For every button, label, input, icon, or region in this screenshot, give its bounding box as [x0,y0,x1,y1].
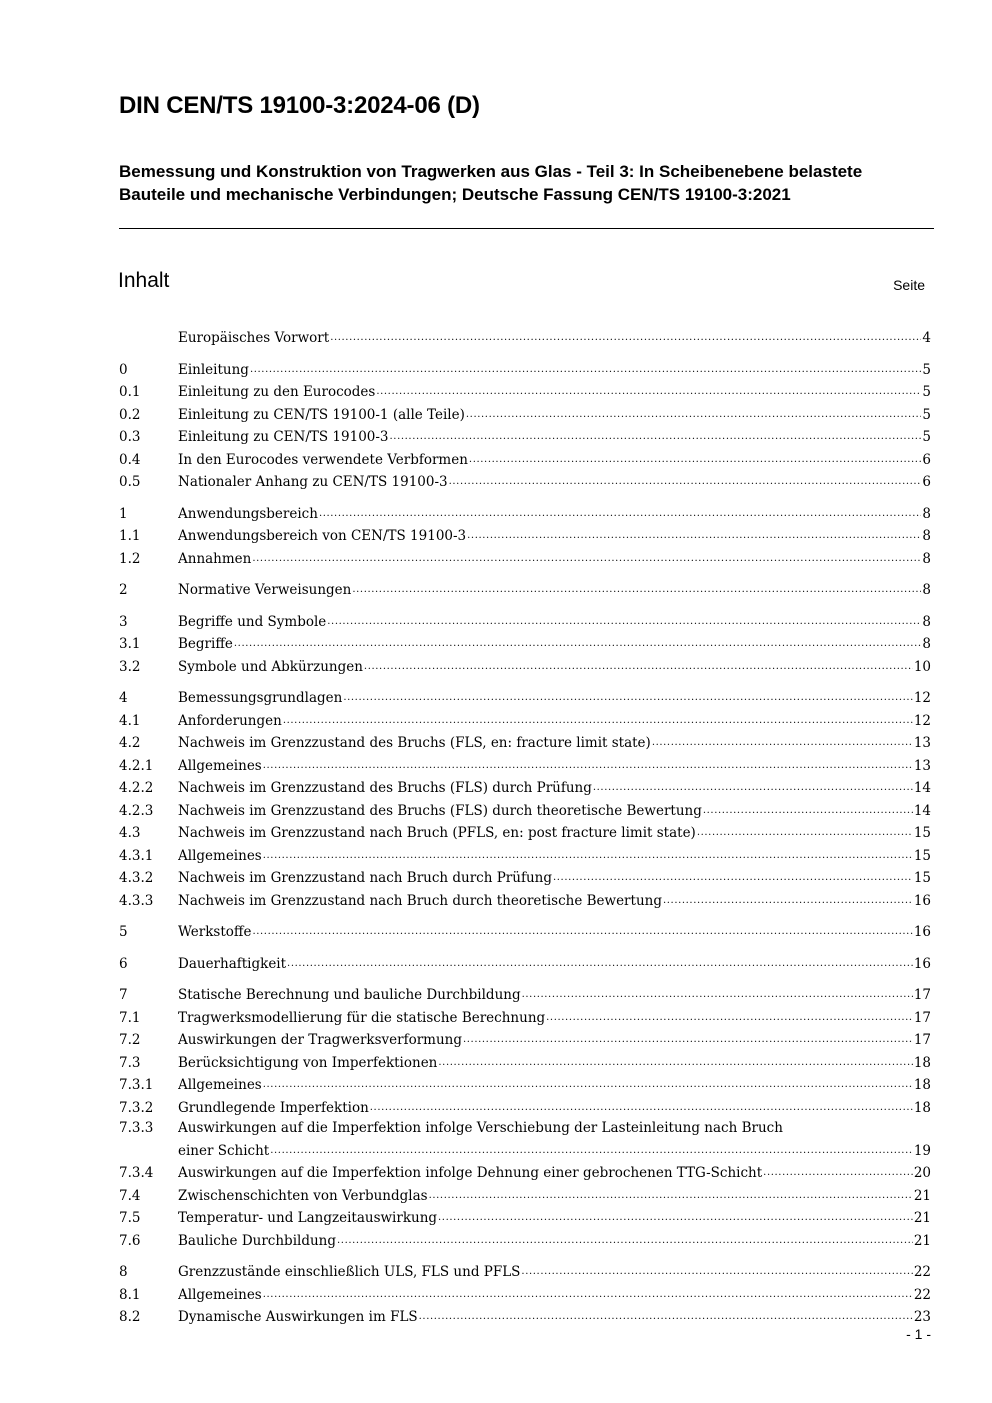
toc-entry-page: 15 [913,870,931,886]
toc-entry-title: Werkstoffe [178,924,252,940]
toc-entry[interactable] [119,632,931,655]
toc-entry[interactable] [119,1161,931,1184]
toc-leader-dots [593,776,913,799]
toc-entry[interactable] [119,502,931,525]
toc-leader-dots [697,821,913,844]
toc-leader-dots [343,686,912,709]
toc-entry-number: 7 [119,987,128,1003]
toc-entry-page: 13 [913,735,931,751]
toc-entry[interactable] [119,754,931,777]
toc-entry-page: 8 [922,582,931,598]
toc-entry-page: 14 [913,802,931,819]
toc-entry-page: 18 [913,1077,931,1093]
toc-leader-dots [438,1051,912,1074]
toc-group [119,358,931,493]
toc-entry[interactable] [119,920,931,943]
toc-entry-number: 3.2 [119,658,141,675]
toc-entry-number: 2 [119,582,128,598]
toc-leader-dots [250,358,921,381]
toc-entry-number: 4.3 [119,825,141,841]
toc-entry-number: 7.6 [119,1232,141,1249]
toc-entry-number: 3 [119,613,128,630]
toc-leader-dots [327,610,921,633]
toc-entry-title: Bemessungsgrundlagen [178,690,343,706]
toc-entry-title: einer Schicht [178,1142,270,1159]
toc-entry-page: 17 [913,987,931,1003]
toc-entry-page: 12 [913,712,931,729]
toc-entry-title: Grenzzustände einschließlich ULS, FLS und PFLS [178,1264,521,1280]
toc-entry-number: 4.2.3 [119,802,154,819]
toc-entry[interactable] [119,1096,931,1119]
toc-entry-number: 6 [119,955,128,972]
toc-entry-number: 7.3.1 [119,1077,154,1093]
toc-entry-title: Begriffe und Symbole [178,613,327,630]
toc-entry-page: 5 [922,406,931,423]
toc-entry-page: 17 [913,1032,931,1048]
toc-entry[interactable] [119,524,931,547]
toc-entry-page: 4 [922,330,931,346]
toc-entry-number: 1.1 [119,528,141,544]
toc-entry[interactable] [119,731,931,754]
toc-entry-number: 5 [119,924,128,940]
toc-entry[interactable] [119,1006,931,1029]
toc-entry-page: 8 [922,528,931,544]
toc-entry-page: 20 [913,1165,931,1181]
toc-entry-title: In den Eurocodes verwendete Verbformen [178,451,468,468]
toc-entry-number: 7.3.2 [119,1099,154,1116]
toc-entry[interactable] [119,709,931,732]
toc-entry-page: 15 [913,847,931,864]
toc-leader-dots [429,1184,913,1207]
page-number: - 1 - [906,1326,931,1342]
toc-leader-dots [763,1161,913,1184]
toc-entry[interactable] [119,889,931,912]
toc-leader-dots [263,1283,913,1306]
toc-entry-number: 4.3.2 [119,870,154,886]
toc-entry-number: 0.2 [119,406,141,423]
toc-entry-title: Nationaler Anhang zu CEN/TS 19100-3 [178,474,448,490]
toc-entry[interactable] [119,448,931,471]
toc-entry[interactable] [119,1073,931,1096]
toc-group [119,578,931,601]
toc-entry-number: 0.1 [119,384,141,400]
toc-entry-title: Nachweis im Grenzzustand des Bruchs (FLS) durch theoretische Bewertung [178,802,702,819]
toc-entry-number: 1.2 [119,550,141,567]
toc-entry[interactable] [119,1118,931,1161]
toc-entry-title: Auswirkungen der Tragwerksverformung [178,1032,462,1048]
toc-entry-title: Statische Berechnung und bauliche Durchbildung [178,987,521,1003]
toc-entry-number: 8.1 [119,1286,141,1303]
toc-entry-number: 3.1 [119,636,141,652]
toc-leader-dots [466,403,922,426]
toc-entry-page: 21 [913,1187,931,1204]
toc-heading: Inhalt [118,269,170,292]
toc-entry-number: 0.5 [119,474,141,490]
toc-leader-dots [522,983,913,1006]
toc-entry-number: 4.2.2 [119,780,154,796]
toc-entry[interactable] [119,1229,931,1252]
toc-leader-dots [449,470,922,493]
document-title: Bemessung und Konstruktion von Tragwerken aus Glas - Teil 3: In Scheibenebene belastete Bauteile und mechanische Verbindungen; Deutsche Fassung CEN/TS 19100-3:2021 [119,162,863,204]
toc-entry-number: 4.1 [119,712,141,729]
toc-entry-title: Einleitung zu CEN/TS 19100-3 [178,429,389,445]
toc-group [119,610,931,678]
toc-entry-page: 21 [913,1232,931,1249]
toc-entry-title: Dauerhaftigkeit [178,955,287,972]
toc-entry-title: Einleitung [178,361,249,378]
toc-entry-number: 7.5 [119,1210,141,1226]
toc-leader-dots [252,547,921,570]
toc-leader-dots [521,1260,912,1283]
toc-group [119,920,931,943]
toc-entry[interactable] [119,578,931,601]
toc-entry-title: Zwischenschichten von Verbundglas [178,1187,428,1204]
toc-entry[interactable] [119,1206,931,1229]
toc-entry[interactable] [119,610,931,633]
toc-group [119,686,931,911]
toc-entry-page: 15 [913,825,931,841]
toc-leader-dots [390,425,922,448]
toc-entry-number: 0.3 [119,429,141,445]
toc-entry-number: 8 [119,1264,128,1280]
toc-entry-title: Auswirkungen auf die Imperfektion infolge Dehnung einer gebrochenen TTG-Schicht [178,1165,763,1181]
toc-entry-title: Einleitung zu den Eurocodes [178,384,376,400]
toc-leader-dots [370,1096,913,1119]
toc-entry-number: 0 [119,361,128,378]
toc-entry-page: 10 [913,658,931,675]
toc-leader-dots [263,1073,913,1096]
toc-entry[interactable] [119,844,931,867]
toc-entry-title: Dynamische Auswirkungen im FLS [178,1309,418,1325]
toc-entry-title: Bauliche Durchbildung [178,1232,337,1249]
toc-entry-title: Grundlegende Imperfektion [178,1099,369,1116]
toc-entry-number: 7.4 [119,1187,141,1204]
toc-leader-dots [467,524,921,547]
toc-leader-dots [287,952,913,975]
toc-entry[interactable] [119,1283,931,1306]
toc-entry[interactable] [119,1260,931,1283]
toc-entry-title: Nachweis im Grenzzustand des Bruchs (FLS, en: fracture limit state) [178,735,651,751]
toc-entry[interactable] [119,686,931,709]
toc-entry-page: 17 [913,1009,931,1026]
toc-leader-dots [283,709,913,732]
toc-group [119,952,931,975]
toc-entry-page: 12 [913,690,931,706]
toc-entry-page: 6 [922,451,931,468]
toc-leader-dots [270,1139,913,1162]
toc-entry[interactable] [119,866,931,889]
toc-entry-number: 4.2.1 [119,757,154,774]
toc-leader-dots [263,754,913,777]
toc-entry-page: 18 [913,1054,931,1071]
toc-leader-dots [419,1305,913,1328]
toc-group [119,1260,931,1328]
toc-entry-title: Nachweis im Grenzzustand nach Bruch durch theoretische Bewertung [178,892,662,909]
toc-entry-page: 5 [922,429,931,445]
toc-entry[interactable] [119,425,931,448]
toc-page-label: Seite [893,277,925,293]
toc-entry-title: Berücksichtigung von Imperfektionen [178,1054,438,1071]
toc-group [119,502,931,570]
toc-entry-page: 6 [922,474,931,490]
toc-entry-title: Europäisches Vorwort [178,330,330,346]
toc-entry-page: 13 [913,757,931,774]
toc-entry-number: 7.3 [119,1054,141,1071]
toc-entry-number: 7.1 [119,1009,141,1026]
toc-entry[interactable] [119,952,931,975]
toc-leader-dots [364,655,913,678]
table-of-contents [119,326,931,1337]
toc-entry-page: 8 [922,613,931,630]
toc-entry[interactable] [119,403,931,426]
toc-entry-title: Allgemeines [178,1077,262,1093]
toc-leader-dots [438,1206,913,1229]
toc-entry-number: 8.2 [119,1309,141,1325]
toc-entry[interactable] [119,799,931,822]
toc-leader-dots [252,920,912,943]
toc-entry-page: 19 [913,1142,931,1159]
toc-leader-dots [376,380,921,403]
toc-group [119,326,931,349]
toc-entry-number: 4 [119,690,128,706]
toc-entry-title: Nachweis im Grenzzustand nach Bruch (PFLS, en: post fracture limit state) [178,825,696,841]
toc-leader-dots [546,1006,913,1029]
toc-entry[interactable] [119,380,931,403]
toc-entry-number: 4.2 [119,735,141,751]
toc-entry-number: 7.2 [119,1032,141,1048]
toc-entry-page: 23 [913,1309,931,1325]
toc-entry-page: 8 [922,505,931,522]
toc-entry-page: 5 [922,384,931,400]
toc-entry-page: 8 [922,636,931,652]
toc-entry[interactable] [119,1305,931,1328]
toc-entry-number: 0.4 [119,451,141,468]
toc-entry-page: 16 [913,924,931,940]
toc-entry-title: Einleitung zu CEN/TS 19100-1 (alle Teile) [178,406,465,423]
toc-entry-page: 21 [913,1210,931,1226]
toc-entry-page: 22 [913,1286,931,1303]
toc-leader-dots [352,578,921,601]
toc-entry-page: 18 [913,1099,931,1116]
toc-entry[interactable] [119,776,931,799]
toc-entry-page: 14 [913,780,931,796]
toc-entry[interactable] [119,655,931,678]
toc-entry-title: Symbole und Abkürzungen [178,658,363,675]
toc-leader-dots [463,1028,913,1051]
toc-entry[interactable] [119,1184,931,1207]
toc-leader-dots [263,844,913,867]
toc-leader-dots [703,799,913,822]
toc-entry-title: Anforderungen [178,712,282,729]
toc-entry-title: Allgemeines [178,847,262,864]
toc-entry[interactable] [119,1051,931,1074]
toc-entry-title: Auswirkungen auf die Imperfektion infolge Verschiebung der Lasteinleitung nach Bruch [178,1120,783,1136]
toc-entry-page: 22 [913,1264,931,1280]
toc-leader-dots [652,731,913,754]
toc-entry-title: Begriffe [178,636,233,652]
toc-leader-dots [319,502,921,525]
toc-entry-number: 4.3.1 [119,847,154,864]
toc-entry[interactable] [119,326,931,349]
toc-entry[interactable] [119,821,931,844]
toc-group [119,983,931,1251]
toc-entry[interactable] [119,470,931,493]
document-id: DIN CEN/TS 19100-3:2024-06 (D) [119,92,480,119]
toc-entry-number: 7.3.3 [119,1120,154,1136]
toc-leader-dots [663,889,913,912]
title-divider [119,228,934,229]
toc-leader-dots [330,326,921,349]
toc-entry[interactable] [119,983,931,1006]
toc-entry-title: Temperatur- und Langzeitauswirkung [178,1210,438,1226]
toc-entry-title: Normative Verweisungen [178,582,352,598]
toc-entry-title: Nachweis im Grenzzustand nach Bruch durch Prüfung [178,870,552,886]
toc-entry-title: Annahmen [178,550,252,567]
toc-entry[interactable] [119,358,931,381]
toc-entry-title: Anwendungsbereich von CEN/TS 19100-3 [178,528,467,544]
toc-entry-title: Allgemeines [178,757,262,774]
toc-leader-dots [337,1229,913,1252]
toc-entry-page: 8 [922,550,931,567]
toc-entry-page: 16 [913,892,931,909]
toc-entry[interactable] [119,1028,931,1051]
toc-leader-dots [234,632,922,655]
toc-entry-title: Allgemeines [178,1286,262,1303]
toc-leader-dots [553,866,913,889]
toc-entry-number: 1 [119,505,128,522]
toc-entry-page: 5 [922,361,931,378]
toc-entry-title: Anwendungsbereich [178,505,318,522]
toc-entry-page: 16 [913,955,931,972]
toc-entry-title: Nachweis im Grenzzustand des Bruchs (FLS) durch Prüfung [178,780,592,796]
toc-entry-title: Tragwerksmodellierung für die statische Berechnung [178,1009,546,1026]
toc-leader-dots [469,448,921,471]
toc-entry[interactable] [119,547,931,570]
toc-entry-number: 7.3.4 [119,1165,154,1181]
toc-entry-number: 4.3.3 [119,892,154,909]
